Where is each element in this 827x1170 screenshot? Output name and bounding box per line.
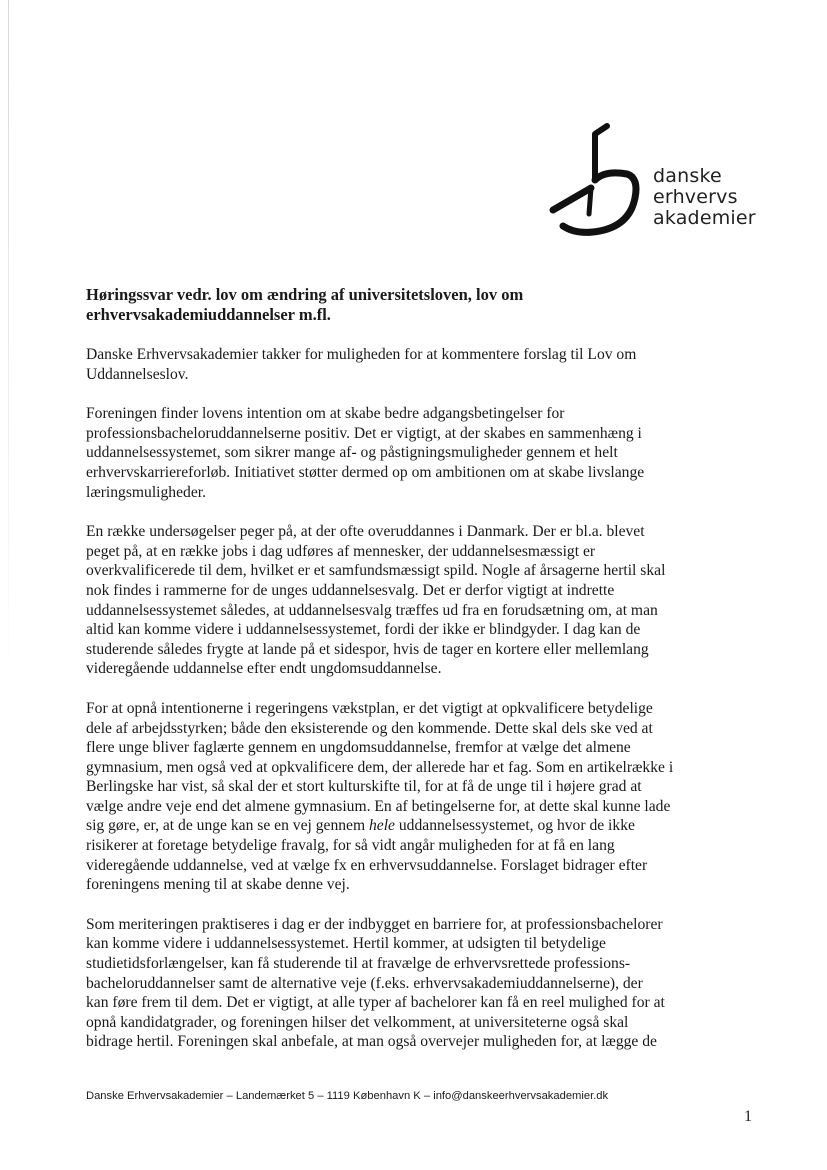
text-line: videregående uddannelse, ved at vælge fx en erhvervsuddannelse. Forslaget bidrager efter <box>86 856 648 874</box>
paragraph-4 <box>86 699 766 895</box>
text-segment: sig gøre, er, at de unge kan se en vej gennem <box>86 817 369 835</box>
text-line: En række undersøgelser peger på, at der ofte overuddannes i Danmark. Der er bl.a. blevet <box>86 523 645 541</box>
paragraph-1 <box>86 345 766 384</box>
text-line: risikerer at foretage betydelige fravalg, for så vidt angår muligheden for at få en lang <box>86 837 615 855</box>
text-line: uddannelsessystemet således, at uddannelsesvalg træffes ud fra en forudsætning om, at man <box>86 601 658 619</box>
text-line: Som meriteringen praktiseres i dag er der indbygget en barriere for, at professionsbachelorer <box>86 915 663 933</box>
text-line: bacheloruddannelser samt de alternative veje (f.eks. erhvervsakademiuddannelserne), der <box>86 974 643 992</box>
paragraph-5 <box>86 915 766 1052</box>
text-line: Danske Erhvervsakademier takker for muligheden for at kommentere forslag til Lov om <box>86 346 637 363</box>
title-line: Høringssvar vedr. lov om ændring af universitetsloven, lov om <box>86 285 524 304</box>
text-line: læringsmuligheder. <box>86 483 206 501</box>
text-line: professionsbacheloruddannelserne positiv. Det er vigtigt, at der skabes en sammenhæng i <box>86 424 642 442</box>
logo-wordmark <box>653 166 756 229</box>
text-line: dele af arbejdsstyrken; både den eksisterende og den kommende. Dette skal dels ske ved at <box>86 719 653 737</box>
title-line: erhvervsakademiuddannelser m.fl. <box>86 305 331 324</box>
text-line: overkvalificerede til dem, hvilket er et samfundsmæssigt spild. Nogle af årsagerne hertil skal <box>86 562 666 580</box>
text-line: kan komme videre i uddannelsessystemet. Hertil kommer, at udsigten til betydelige <box>86 935 606 953</box>
scan-edge-shadow <box>8 0 9 680</box>
logo-line: danske <box>653 165 722 187</box>
text-line: studietidsforlængelser, kan få studerende til at fravælge de erhvervsrettede professions- <box>86 955 631 973</box>
paragraph-3 <box>86 522 766 679</box>
document-title <box>86 285 686 325</box>
text-line: uddannelsessystemet, som sikrer mange af- og påstigningsmuligheder gennem et helt <box>86 444 618 462</box>
text-line: gymnasium, men også ved at opkvalificere dem, der allerede har et fag. Som en artikelrække i <box>86 758 674 776</box>
text-line: Berlingske har vist, så skal der et stort kulturskifte til, for at få de unge til i højere grad at <box>86 778 642 796</box>
text-line: foreningens mening til at skabe denne vej. <box>86 876 350 894</box>
paragraph-2 <box>86 404 766 502</box>
page-number: 1 <box>744 1108 752 1125</box>
text-line: studerende således frygte at lande på et sidespor, hvis de tager en kortere eller mellemlang <box>86 640 649 658</box>
logo-line: akademier <box>653 207 756 229</box>
text-line: erhvervskarriereforløb. Initiativet støtter dermed op om ambitionen om at skabe livslange <box>86 463 645 481</box>
text-line: For at opnå intentionerne i regeringens vækstplan, er det vigtigt at opkvalificere betydelige <box>86 699 653 717</box>
text-line: flere unge bliver faglærte gennem en ungdomsuddannelse, fremfor at vælge det almene <box>86 739 631 757</box>
text-line: nok findes i rammerne for de unges uddannelsesvalg. Det er derfor vigtigt at indrette <box>86 581 615 599</box>
text-line: vælge andre veje end det almene gymnasium. En af betingelserne for, at dette skal kunne lade <box>86 797 671 815</box>
text-line: bidrage hertil. Foreningen skal anbefale, at man også overvejer muligheden for, at lægge de <box>86 1033 657 1051</box>
page-footer: Danske Erhvervsakademier – Landemærket 5 – 1119 København K – info@danskeerhvervsakademier.dk <box>86 1090 609 1102</box>
text-line: videregående uddannelse efter endt ungdomsuddannelse. <box>86 660 442 678</box>
text-segment: uddannelsessystemet, og hvor de ikke <box>394 817 635 835</box>
text-line: peget på, at en række jobs i dag udføres af mennesker, der uddannelsesmæssigt er <box>86 542 596 560</box>
emphasized-word: hele <box>369 817 395 835</box>
text-line: altid kan komme videre i uddannelsessystemet, fordi der ikke er blindgyder. I dag kan de <box>86 621 641 639</box>
text-line: Foreningen finder lovens intention om at skabe bedre adgangsbetingelser for <box>86 405 565 423</box>
text-line-with-emphasis <box>86 816 766 836</box>
text-line: kan føre frem til dem. Det er vigtigt, at alle typer af bachelorer kan få en reel mulighed for at <box>86 994 665 1012</box>
document-body <box>86 345 766 1072</box>
organization-logo <box>545 118 775 248</box>
text-line: Uddannelseslov. <box>86 365 189 383</box>
logo-mark-icon <box>545 118 655 248</box>
logo-line: erhvervs <box>653 186 738 208</box>
text-line: opnå kandidatgrader, og foreningen hilser det velkomment, at universiteterne også skal <box>86 1013 629 1031</box>
